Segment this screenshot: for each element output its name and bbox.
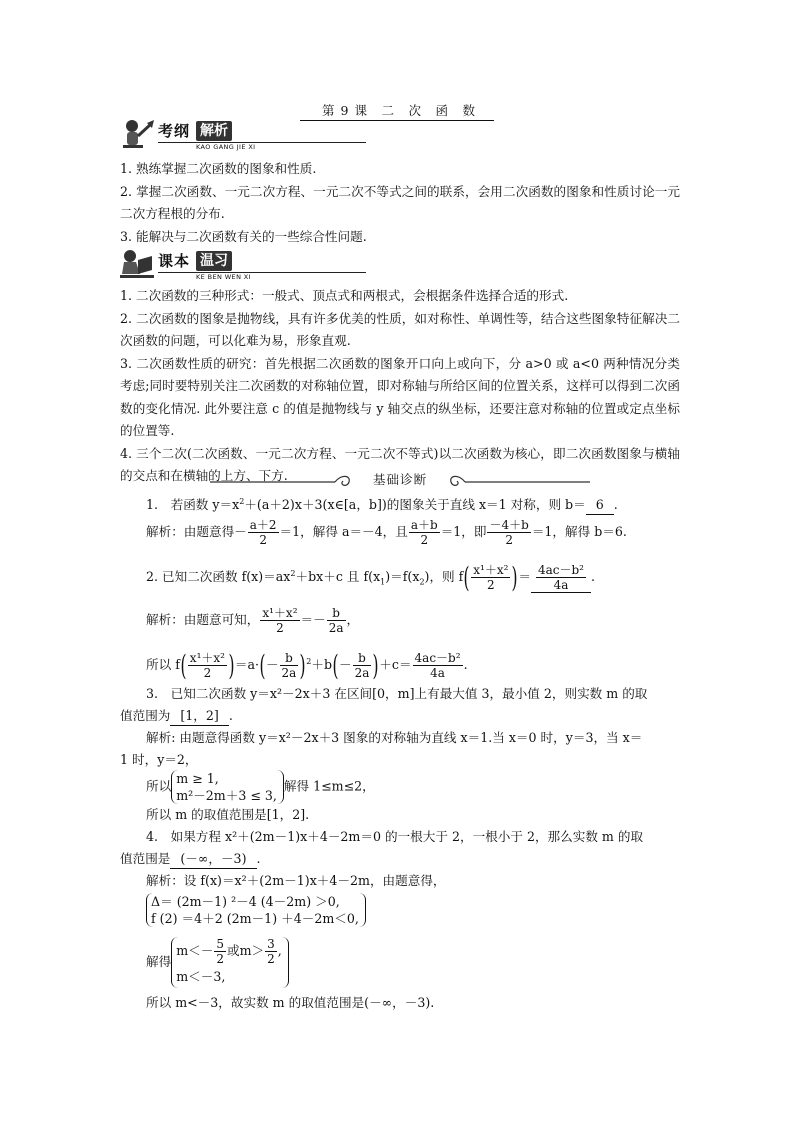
question-4-line2: 值范围是 (－∞，－3) .: [120, 848, 680, 871]
answer-blank: [1，2]: [170, 707, 228, 726]
keben-pinyin: KE BEN WEN XI: [196, 273, 251, 281]
fraction: $\frac{\text{x¹＋x²}}{2}$: [473, 563, 509, 592]
kaogang-label: 考纲: [158, 122, 191, 140]
list-item: 4. 三个二次(二次函数、一元二次方程、一元二次不等式)以二次函数为核心，即二次函数图象与横轴的交点和在横轴的上方、下方.: [120, 445, 680, 483]
fraction: $\frac{\text{4ac－b²}}{4a}$: [414, 651, 461, 680]
fraction: $\frac{\text{x¹＋x²}}{2}$: [189, 651, 225, 680]
question-1: 1. 若函数 $y=x^2+(a+2)x+3(x\in[a$，b])的图象关于直线 x＝1 对称，则 b＝ 6 .: [120, 494, 706, 517]
q3-conclusion: 所以 m 的取值范围是[1，2].: [146, 807, 310, 822]
list-item: 1. 二次函数的三种形式：一般式、顶点式和两根式，会根据条件选择合适的形式.: [120, 288, 569, 303]
reading-figure-icon: [118, 248, 158, 282]
kaogang-banner: [118, 118, 358, 154]
q3-solution-line2: 1 时，y＝2，: [120, 752, 198, 767]
keben-label: 课本: [158, 252, 191, 270]
section-divider: [120, 470, 680, 492]
list-item: 3. 二次函数性质的研究：首先根据二次函数的图象开口向上或向下，分 a>0 或 a<0 两种情况分类考虑;同时要特别关注二次函数的对称轴位置，即对称轴与所给区间的位置关系，这样可以得到二次函数的变化情况. 此外要注意 c 的值是抛物线与 y 轴交点的纵坐标，还要注意对称轴的位置或定点坐标的位置等.: [120, 355, 680, 438]
q3-solution: 解析: 由题意得函数 y＝x²－2x＋3 图象的对称轴为直线 x＝1.当 x＝0 时，y＝3，当 x＝: [146, 730, 643, 745]
q4-solve: 解得 m＜－ $\frac{5}{2}$ 或m＞ $\frac{3}{2}$ , m＜－3,: [120, 937, 706, 988]
list-item: 2. 二次函数的图象是抛物线，具有许多优美的性质，如对称性、单调性等，结合这些图象特征解决二次函数的问题，可以化难为易，形象直观.: [120, 310, 680, 348]
q2-derivation: 所以 f( $\frac{\text{x¹＋x²}}{2}$ )＝a·(－ $\frac{b}{2a}$ )$^2$＋b(－ $\frac{b}{2a}$ )＋c＝ $\frac{\text{4ac－b²}}{4a}$ .: [146, 648, 468, 682]
fraction: $\frac{\text{x¹＋x²}}{2}$: [262, 606, 298, 635]
lesson-title: 第 9 课 二 次 函 数: [0, 100, 794, 123]
keben-list: [120, 285, 680, 488]
fraction: $\frac{a+2}{2}$: [249, 518, 277, 547]
banner-rule: [158, 142, 366, 143]
q1-solution: 解析：由题意得－ $\frac{a+2}{2}$ ＝1，解得 a＝－4，且 $\frac{a+b}{2}$ ＝1，即 $\frac{-4+b}{2}$ ＝1，解得 b＝6.: [146, 518, 627, 547]
question-3: 3. 已知二次函数 y＝x²－2x＋3 在区间[0，m]上有最大值 3，最小值 2，则实数 m 的取: [146, 686, 648, 701]
question-4: 4. 如果方程 x²＋(2m－1)x＋4－2m＝0 的一根大于 2，一根小于 2，那么实数 m 的取: [146, 829, 644, 844]
q4-solution: 解析：设 f(x)＝x²＋(2m－1)x＋4－2m，由题意得，: [146, 873, 446, 888]
answer-blank: (－∞，－3): [170, 850, 256, 869]
list-item: 1. 熟练掌握二次函数的图象和性质.: [120, 161, 317, 176]
q3-system: 所以 m ≥ 1, m²－2m＋3 ≤ 3, 解得 1≤m≤2，: [146, 771, 375, 803]
list-item: 2. 掌握二次函数、一元二次方程、一元二次不等式之间的联系，会用二次函数的图象和性质讨论一元二次方程根的分布.: [120, 183, 680, 221]
q4-conclusion: 所以 m<－3，故实数 m 的取值范围是(－∞，－3).: [146, 995, 435, 1010]
keben-box: 温习: [196, 251, 232, 271]
kaogang-list: [120, 158, 680, 248]
equation-system: Δ＝ (2m－1) ²－4 (4－2m) ＞0, f (2) ＝4＋2 (2m－1) ＋4－2m＜0,: [146, 893, 366, 927]
question-3-line2: 值范围为 [1，2] .: [120, 705, 680, 728]
equation-system: m ≥ 1, m²－2m＋3 ≤ 3,: [171, 770, 284, 804]
fraction: $\frac{b}{2a}$: [328, 606, 344, 635]
fraction: $\frac{-4+b}{2}$: [489, 518, 529, 547]
q2-solution: 解析：由题意可知， $\frac{\text{x¹＋x²}}{2}$ ＝－ $\frac{b}{2a}$ ，: [146, 606, 360, 635]
answer-blank: 6: [586, 496, 614, 515]
section-title: 基础诊断: [372, 472, 428, 487]
banner-rule: [158, 272, 366, 273]
kaogang-pinyin: KAO GANG JIE XI: [196, 143, 256, 151]
keben-banner: [118, 248, 358, 284]
list-item: 3. 能解决与二次函数有关的一些综合性问题.: [120, 228, 367, 244]
student-figure-icon: [118, 118, 158, 152]
q4-system: [120, 893, 706, 927]
kaogang-box: 解析: [196, 121, 232, 141]
answer-blank: $\frac{\text{4ac－b²}}{4a}$: [531, 563, 591, 593]
question-2: 2. 已知二次函数 $f(x)=ax^2+bx+c$ 且 $f(x_1)=f(x_2)$，则 f( $\frac{\text{x¹＋x²}}{2}$ )＝ $\frac{\text{4ac－b²}}{4a}$ .: [146, 560, 595, 594]
equation-system: m＜－ $\frac{5}{2}$ 或m＞ $\frac{3}{2}$ , m＜－3,: [171, 937, 289, 988]
fraction: $\frac{a+b}{2}$: [410, 518, 438, 547]
